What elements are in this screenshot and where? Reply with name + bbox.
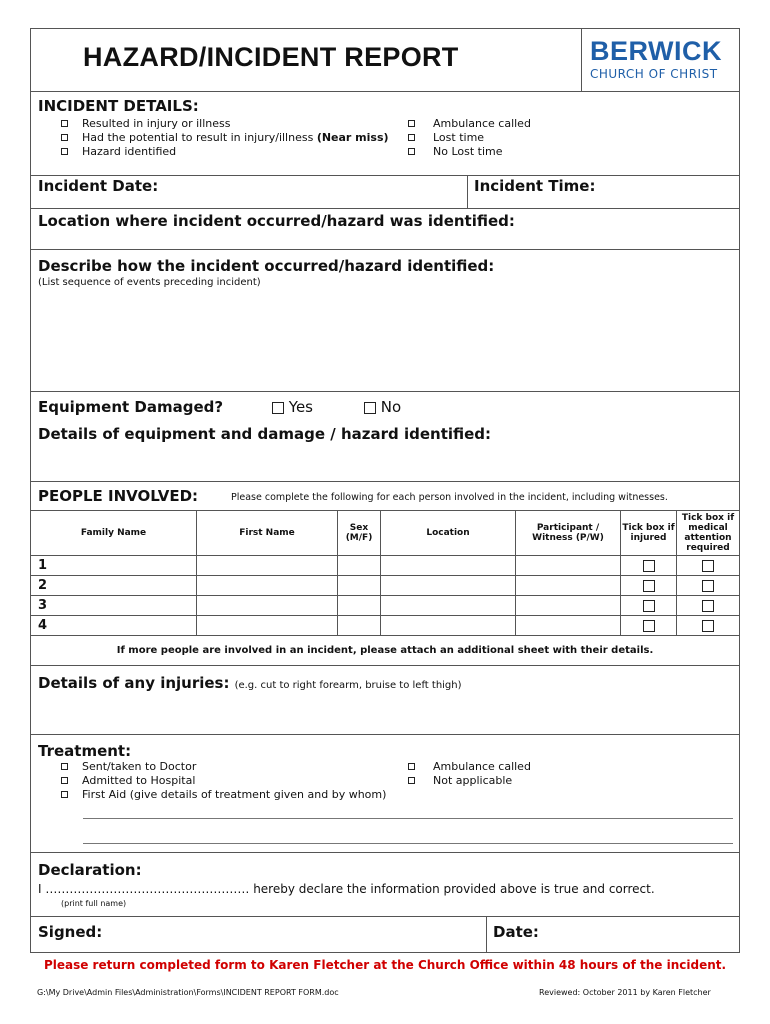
equipment-details-label: Details of equipment and damage / hazard identified: [38,425,492,443]
people-involved-header [31,482,739,510]
people-table-header [31,511,740,556]
checkbox-icon[interactable] [408,763,415,770]
checkbox-icon[interactable] [61,777,68,784]
location-label: Location where incident occurred/hazard was identified: [38,212,515,230]
checkbox-icon[interactable] [643,600,655,612]
describe-label: Describe how the incident occurred/hazard identified: [38,257,495,275]
reviewed-note: Reviewed: October 2011 by Karen Fletcher [539,988,711,997]
checkbox-icon[interactable] [61,148,68,155]
sex-cell[interactable] [338,556,381,576]
medical-attention-cell[interactable] [677,576,740,596]
checkbox-icon[interactable] [643,580,655,592]
medical-attention-cell[interactable] [677,596,740,616]
injuries-hint: (e.g. cut to right forearm, bruise to left thigh) [234,680,462,691]
location-cell[interactable] [381,616,516,636]
option-label: Ambulance called [433,117,531,130]
first-aid-details-line-1[interactable] [83,818,733,819]
option-label: Had the potential to result in injury/illness [82,131,314,144]
treatment-section [31,735,739,853]
incident-date-label: Incident Date: [38,177,159,195]
location-cell[interactable] [381,556,516,576]
option-label: Ambulance called [433,760,531,773]
incident-details-section [31,92,739,176]
first-name-cell[interactable] [197,576,338,596]
page-title: HAZARD/INCIDENT REPORT [83,42,459,72]
signature-date-label: Date: [493,923,539,941]
sex-cell[interactable] [338,576,381,596]
checkbox-icon[interactable] [61,120,68,127]
people-involved-instruction: Please complete the following for each person involved in the incident, including witnesses. [231,492,668,503]
option-label: First Aid (give details of treatment given and by whom) [82,788,387,801]
logo [581,29,740,91]
sex-cell[interactable] [338,596,381,616]
injuries-label-row [38,673,462,692]
option-label: Admitted to Hospital [82,774,196,787]
column-header-family-name: Family Name [31,511,197,556]
table-row [31,556,740,576]
no-label: No [380,398,402,416]
signature-section [31,917,739,952]
injuries-section [31,666,739,735]
option-label: Not applicable [433,774,513,787]
checkbox-icon[interactable] [364,402,376,414]
declaration-statement [38,882,655,896]
injured-cell[interactable] [621,596,677,616]
option-label: Resulted in injury or illness [82,117,231,130]
column-header-location: Location [381,511,516,556]
injured-cell[interactable] [621,556,677,576]
people-note-section [31,636,739,666]
declaration-label: Declaration: [38,861,142,879]
treatment-label: Treatment: [38,742,132,760]
first-name-cell[interactable] [197,596,338,616]
checkbox-icon[interactable] [272,402,284,414]
people-table [30,510,740,636]
column-header-sex: Sex (M/F) [338,511,381,556]
first-name-cell[interactable] [197,556,338,576]
option-label: Sent/taken to Doctor [82,760,197,773]
incident-time-label: Incident Time: [474,177,596,195]
checkbox-icon[interactable] [702,620,714,632]
row-number: 3 [31,596,197,616]
checkbox-icon[interactable] [408,777,415,784]
date-time-section [31,176,739,209]
row-number: 4 [31,616,197,636]
table-row [31,596,740,616]
injured-cell[interactable] [621,616,677,636]
declaration-hint: (print full name) [61,899,127,908]
checkbox-icon[interactable] [702,560,714,572]
file-path: G:\My Drive\Admin Files\Administration\Forms\INCIDENT REPORT FORM.doc [37,988,339,997]
logo-subtitle: CHURCH OF CHRIST [590,67,718,81]
participant-witness-cell[interactable] [516,576,621,596]
checkbox-icon[interactable] [408,134,415,141]
first-aid-details-line-2[interactable] [83,843,733,844]
near-miss-label: (Near miss) [316,131,389,144]
table-row [31,616,740,636]
option-label: Lost time [433,131,485,144]
equipment-damaged-label: Equipment Damaged? [38,398,224,416]
column-header-participant-witness: Participant / Witness (P/W) [516,511,621,556]
row-number: 2 [31,576,197,596]
declaration-text: hereby declare the information provided above is true and correct. [253,882,655,896]
column-header-injured: Tick box if injured [621,511,677,556]
option-label: No Lost time [433,145,503,158]
people-involved-heading: PEOPLE INVOLVED: [38,487,199,505]
checkbox-icon[interactable] [643,620,655,632]
incident-time-field[interactable] [606,176,736,207]
injured-cell[interactable] [621,576,677,596]
header-section [31,29,739,92]
location-cell[interactable] [381,596,516,616]
checkbox-icon[interactable] [61,134,68,141]
describe-field[interactable] [31,294,737,388]
logo-wordmark: BERWICK [590,36,723,66]
table-row [31,576,740,596]
checkbox-icon[interactable] [61,763,68,770]
column-header-medical-attention: Tick box if medical attention required [677,511,740,556]
people-note: If more people are involved in an incident, please attach an additional sheet with their details. [116,645,654,656]
equipment-yes-option[interactable] [272,398,313,416]
declaration-name-field[interactable]: I …………………………………………… [38,882,250,896]
equipment-details-field[interactable] [31,446,737,478]
signature-field[interactable] [111,917,481,951]
participant-witness-cell[interactable] [516,616,621,636]
describe-section [31,250,739,392]
checkbox-icon[interactable] [61,791,68,798]
location-section [31,209,739,250]
checkbox-icon[interactable] [702,580,714,592]
column-header-first-name: First Name [197,511,338,556]
describe-hint: (List sequence of events preceding incident) [38,277,261,288]
checkbox-icon[interactable] [702,600,714,612]
location-cell[interactable] [381,576,516,596]
equipment-section [31,392,739,482]
signature-divider [486,917,487,952]
yes-label: Yes [288,398,313,416]
participant-witness-cell[interactable] [516,596,621,616]
first-name-cell[interactable] [197,616,338,636]
location-field[interactable] [31,231,737,248]
sex-cell[interactable] [338,616,381,636]
injuries-label: Details of any injuries: [38,674,230,692]
option-label: Hazard identified [82,145,177,158]
equipment-no-option[interactable] [364,398,401,416]
checkbox-icon[interactable] [408,120,415,127]
row-number: 1 [31,556,197,576]
participant-witness-cell[interactable] [516,556,621,576]
medical-attention-cell[interactable] [677,616,740,636]
incident-date-field[interactable] [181,176,466,207]
checkbox-icon[interactable] [408,148,415,155]
date-time-divider [467,176,468,208]
incident-report-form [30,28,740,953]
injuries-field[interactable] [31,694,737,732]
declaration-section [31,853,739,917]
return-note: Please return completed form to Karen Fletcher at the Church Office within 48 hours of the incident. [43,958,727,972]
signed-label: Signed: [38,923,103,941]
incident-details-heading: INCIDENT DETAILS: [38,97,199,115]
signature-date-field[interactable] [551,917,737,951]
medical-attention-cell[interactable] [677,556,740,576]
checkbox-icon[interactable] [643,560,655,572]
